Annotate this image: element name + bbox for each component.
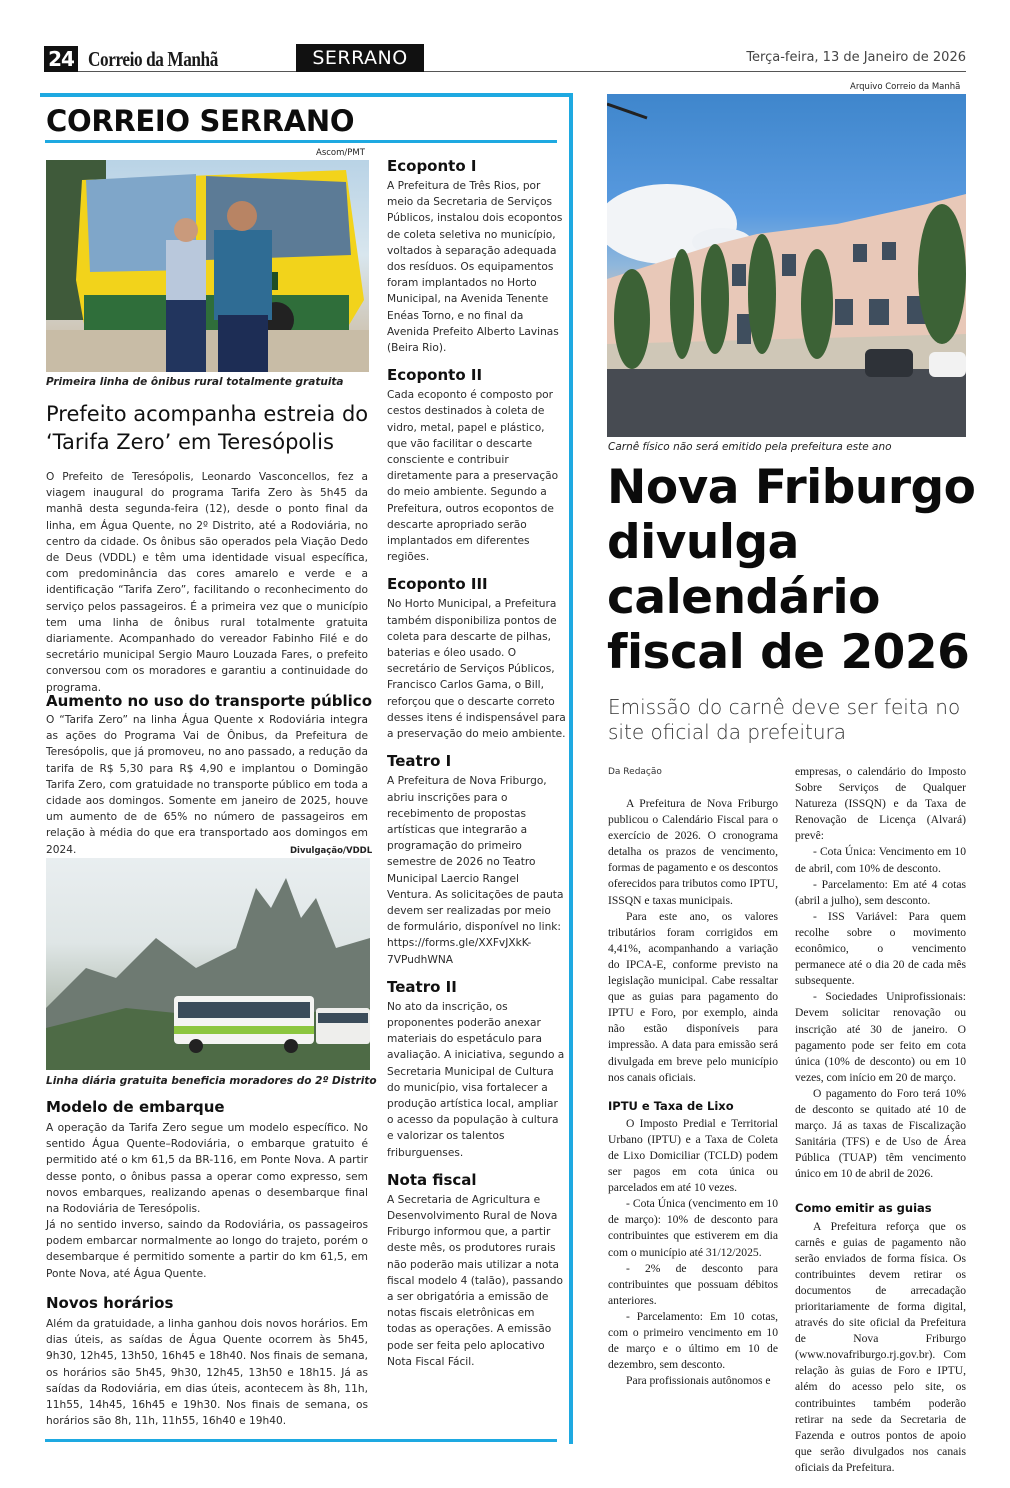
paragraph: - Cota Única (vencimento em 10 de março): 10% de desconto para contribuintes que estiverem em dia com o município até 31/12/2025. xyxy=(608,1197,778,1259)
subhead-transport: Aumento no uso do transporte público xyxy=(46,692,373,710)
brief-title: Teatro I xyxy=(387,752,452,771)
building-illustration-icon xyxy=(607,94,966,437)
subhead-iptu: IPTU e Taxa de Lixo xyxy=(608,1098,734,1113)
paragraph: empresas, o calendário do Imposto Sobre Serviços de Qualquer Natureza (ISSQN) e da Taxa de Renovação de Licença (Alvará) prevê: xyxy=(795,765,966,843)
photo-caption-2: Linha diária gratuita beneficia moradores do 2º Distrito xyxy=(46,1075,377,1087)
paragraph: - Cota Única: Vencimento em 10 de abril, com 10% de desconto. xyxy=(795,845,966,875)
paragraph: O Imposto Predial e Territorial Urbano (IPTU) e a Taxa de Coleta de Lixo Domiciliar (TCLD) podem ser pagos em cota única ou parcelados em até 10 vezes. xyxy=(608,1116,778,1195)
subhead-guias: Como emitir as guias xyxy=(795,1201,932,1216)
box-border-bottom xyxy=(45,1439,557,1442)
issue-date: Terça-feira, 13 de Janeiro de 2026 xyxy=(746,50,966,65)
subhead-boarding: Modelo de embarque xyxy=(46,1098,225,1116)
photo-caption-3: Carnê físico não será emitido pela prefeitura este ano xyxy=(608,441,892,453)
paragraph: - Sociedades Uniprofissionais: Devem solicitar renovação ou inscrição até 30 de janeiro. O pagamento pode ser feito em cota única (10% de desconto) ou em 10 vezes, com início em 20 de março. xyxy=(795,990,966,1084)
paragraph: - Parcelamento: Em 10 cotas, com o primeiro vencimento em 10 de março e o último em 10 de dezembro, sem desconto. xyxy=(608,1309,778,1372)
brief-text: A Prefeitura de Três Rios, por meio da Secretaria de Serviços Públicos, instalou dois ecopontos de coleta seletiva no município, voltados à separação adequada dos resíduos. Os equipamentos foram implantados no Horto Municipal, na Avenida Tenente Enéas Torno, e no final da Avenida Prefeito Alberto Lavinas (Beira Rio). xyxy=(387,180,563,355)
photo-credit-3: Arquivo Correio da Manhã xyxy=(850,82,961,92)
paragraph: O pagamento do Foro terá 10% de desconto se quitado até 10 de março. Já as taxas de Fiscalização Sanitária (TFS) e de Uso de Área Pública (TUAP) têm vencimento único em 10 de abril de 2026. xyxy=(795,1086,966,1181)
paragraph: A Prefeitura reforça que os carnês e guias de pagamento não serão enviados de forma física. Os contribuintes devem retirar os documentos de arrecadação prioritariamente de forma digital, através do site oficial da Prefeitura de Nova Friburgo (www.novafriburgo.rj.gov.br). Com relação às guias de Foro e IPTU, além do acesso pelo site, os contribuintes também poderão retirar na sede da Secretaria de Fazenda e outros pontos de apoio que serão divulgados nos canais oficiais da Prefeitura. xyxy=(795,1219,966,1474)
brief-text: No ato da inscrição, os proponentes poderão anexar materiais do espetáculo para avaliação. A iniciativa, segundo a Secretaria Municipal de Cultura do município, visa fortalecer a produção artística local, ampliar o acesso da população à cultura e valorizar os talentos friburguenses. xyxy=(387,1000,565,1159)
article-intro: O Prefeito de Teresópolis, Leonardo Vasconcellos, fez a viagem inaugural do programa Tarifa Zero às 5h45 da manhã desta segunda-feira (12), desde o ponto final da linha, em Água Quente, no 2º Distrito, até a Rodoviária, no centro da cidade. Os ônibus são operados pela Viação Dedo de Deus (VDDL) e têm uma identidade visual específica, com predominância das cores amarelo e verde e a identificação “Tarifa Zero”, facilitando o reconhecimento do serviço pelos passageiros. É a primeira vez que o município tem uma linha de ônibus rural totalmente gratuita diariamente. Acompanhado do vereador Fabinho Filé e do secretário municipal Sergio Mauro Louzada Fares, o prefeito conversou com os moradores e garantiu a continuidade do programa. xyxy=(46,471,368,694)
city-hall-photo xyxy=(607,94,966,437)
photo-credit-2: Divulgação/VDDL xyxy=(290,846,373,856)
brief-text: A Prefeitura de Nova Friburgo, abriu inscrições para o recebimento de propostas artísticas que integrarão a programação do primeiro semestre de 2026 no Teatro Municipal Laercio Rangel Ventura. As solicitações de pauta devem ser realizadas por meio de formulário, disponível no link: https://forms.gle/XXFvJXkK-7VPudhWNA xyxy=(387,775,564,966)
box-border-right xyxy=(569,93,573,1444)
headline-dek: Emissão do carnê deve ser feita no site oficial da prefeitura xyxy=(608,695,961,744)
bus-illustration-icon xyxy=(46,160,369,372)
article-headline: Prefeito acompanha estreia do ‘Tarifa Zero’ em Teresópolis xyxy=(46,402,369,454)
brief-title: Teatro II xyxy=(387,977,457,996)
briefs-column xyxy=(387,157,567,1370)
paragraph-transport: O “Tarifa Zero” na linha Água Quente x Rodoviária integra as ações do Programa Vai de Ônibus, da Prefeitura de Teresópolis, que já promoveu, no ano passado, a redução da tarifa de R$ 5,30 para R$ 4,90 e implantou o Domingão Tarifa Zero, com gratuidade no transporte público em toda a cidade aos domingos. Somente em janeiro de 2025, houve um aumento de de 65% no número de passageiros em relação à média do que era transportado aos domingos em 2024. xyxy=(46,714,368,856)
brief-text: No Horto Municipal, a Prefeitura também disponibiliza pontos de coleta para descarte de pilhas, baterias e óleo usado. O secretário de Serviços Públicos, Francisco Carlos Gama, o Bill, reforçou que o descarte correto desses itens é indispensável para a preservação do meio ambiente. xyxy=(387,598,566,741)
section-label: SERRANO xyxy=(296,44,424,72)
page-header xyxy=(44,46,966,72)
paragraph: - 2% de desconto para contribuintes que possuam débitos anteriores. xyxy=(608,1261,778,1307)
page-number: 24 xyxy=(44,46,78,72)
paragraph: A Prefeitura de Nova Friburgo publicou o Calendário Fiscal para o exercício de 2026. O cronograma detalha os prazos de vencimento, formas de pagamento e os descontos oferecidos para tributos como IPTU, ISSQN e taxas municipais. xyxy=(608,797,778,907)
paragraph-boarding-2: Já no sentido inverso, saindo da Rodoviária, os passageiros podem embarcar normalmente ao longo do trajeto, porém o desembarque é permitido somente a partir do km 61,5, em Ponte Nova, até Água Quente. xyxy=(46,1219,368,1280)
article-column-1 xyxy=(608,796,778,1389)
paragraph: Para profissionais autônomos e xyxy=(626,1374,771,1388)
mountain-illustration-icon xyxy=(46,858,370,1070)
main-headline: Nova Friburgo divulga calendário fiscal de 2026 xyxy=(607,460,976,680)
brief-text: A Secretaria de Agricultura e Desenvolvimento Rural de Nova Friburgo informou que, a partir deste mês, os produtores rurais não poderão mais utilizar a nota fiscal modelo 4 (talão), passando a ser obrigatória a emissão de notas fiscais eletrônicas em todas as operações. A emissão pode ser feita pelo aplocativo Nota Fiscal Fácil. xyxy=(387,1193,563,1368)
brief-title: Ecoponto III xyxy=(387,575,488,594)
paragraph: - Parcelamento: Em até 4 cotas (abril a julho), sem desconto. xyxy=(795,877,966,907)
kicker-divider xyxy=(45,140,557,143)
subhead-schedule: Novos horários xyxy=(46,1294,174,1312)
photo-caption: Primeira linha de ônibus rural totalmente gratuita xyxy=(46,376,344,388)
byline: Da Redação xyxy=(608,767,662,777)
paragraph-schedule: Além da gratuidade, a linha ganhou dois novos horários. Em dias úteis, as saídas de Água Quente ocorrem às 5h45, 9h30, 12h45, 13h50, 16h45 e 18h40. Nos finais de semana, os horários são 5h45, 9h30, 12h45, 13h50 e 18h15. Já as saídas da Rodoviária, em dias úteis, acontecem às 8h, 11h, 11h55, 14h45, 16h45 e 19h30. Nos finais de semana, os horários são 8h, 11h, 11h55, 16h40 e 19h40. xyxy=(46,1318,368,1428)
brief-title: Ecoponto II xyxy=(387,366,483,385)
brief-title: Nota fiscal xyxy=(387,1170,477,1189)
paragraph-boarding-1: A operação da Tarifa Zero segue um modelo específico. No sentido Água Quente–Rodoviária, o embarque gratuito é permitido até o km 61,5 da BR-116, em Ponte Nova. A partir desse ponto, o ônibus passa a operar como expresso, sem novos embarques, realizando apenas o desembarque final na Rodoviária de Teresópolis. xyxy=(46,1122,368,1216)
photo-credit: Ascom/PMT xyxy=(316,148,365,158)
mountain-bus-photo xyxy=(46,858,370,1070)
masthead: Correio da Manhã xyxy=(88,47,218,71)
brief-title: Ecoponto I xyxy=(387,157,477,175)
column-kicker: CORREIO SERRANO xyxy=(46,104,355,138)
article-column-2 xyxy=(795,764,966,1476)
paragraph: Para este ano, os valores tributários foram corrigidos em 4,41%, acompanhando a variação do IPCA-E, conforme previsto na legislação municipal. Cabe ressaltar que as guias para pagamento do IPTU e Foro, por exemplo, ainda não estão disponíveis para impressão. A data para emissão será divulgada em breve pelo município nos canais oficiais. xyxy=(608,909,778,1084)
paragraph: - ISS Variável: Para quem recolhe sobre o movimento econômico, o vencimento permanece até o dia 20 de cada mês subsequente. xyxy=(795,909,966,988)
box-border-top xyxy=(40,93,573,97)
bus-photo xyxy=(46,160,369,372)
brief-text: Cada ecoponto é composto por cestos destinados à coleta de vidro, metal, papel e plástico, que vão facilitar o descarte consciente e contribuir diretamente para a preservação do meio ambiente. Segundo a Prefeitura, outros ecopontos de descarte apropriado serão implantados em diferentes regiões. xyxy=(387,389,559,564)
